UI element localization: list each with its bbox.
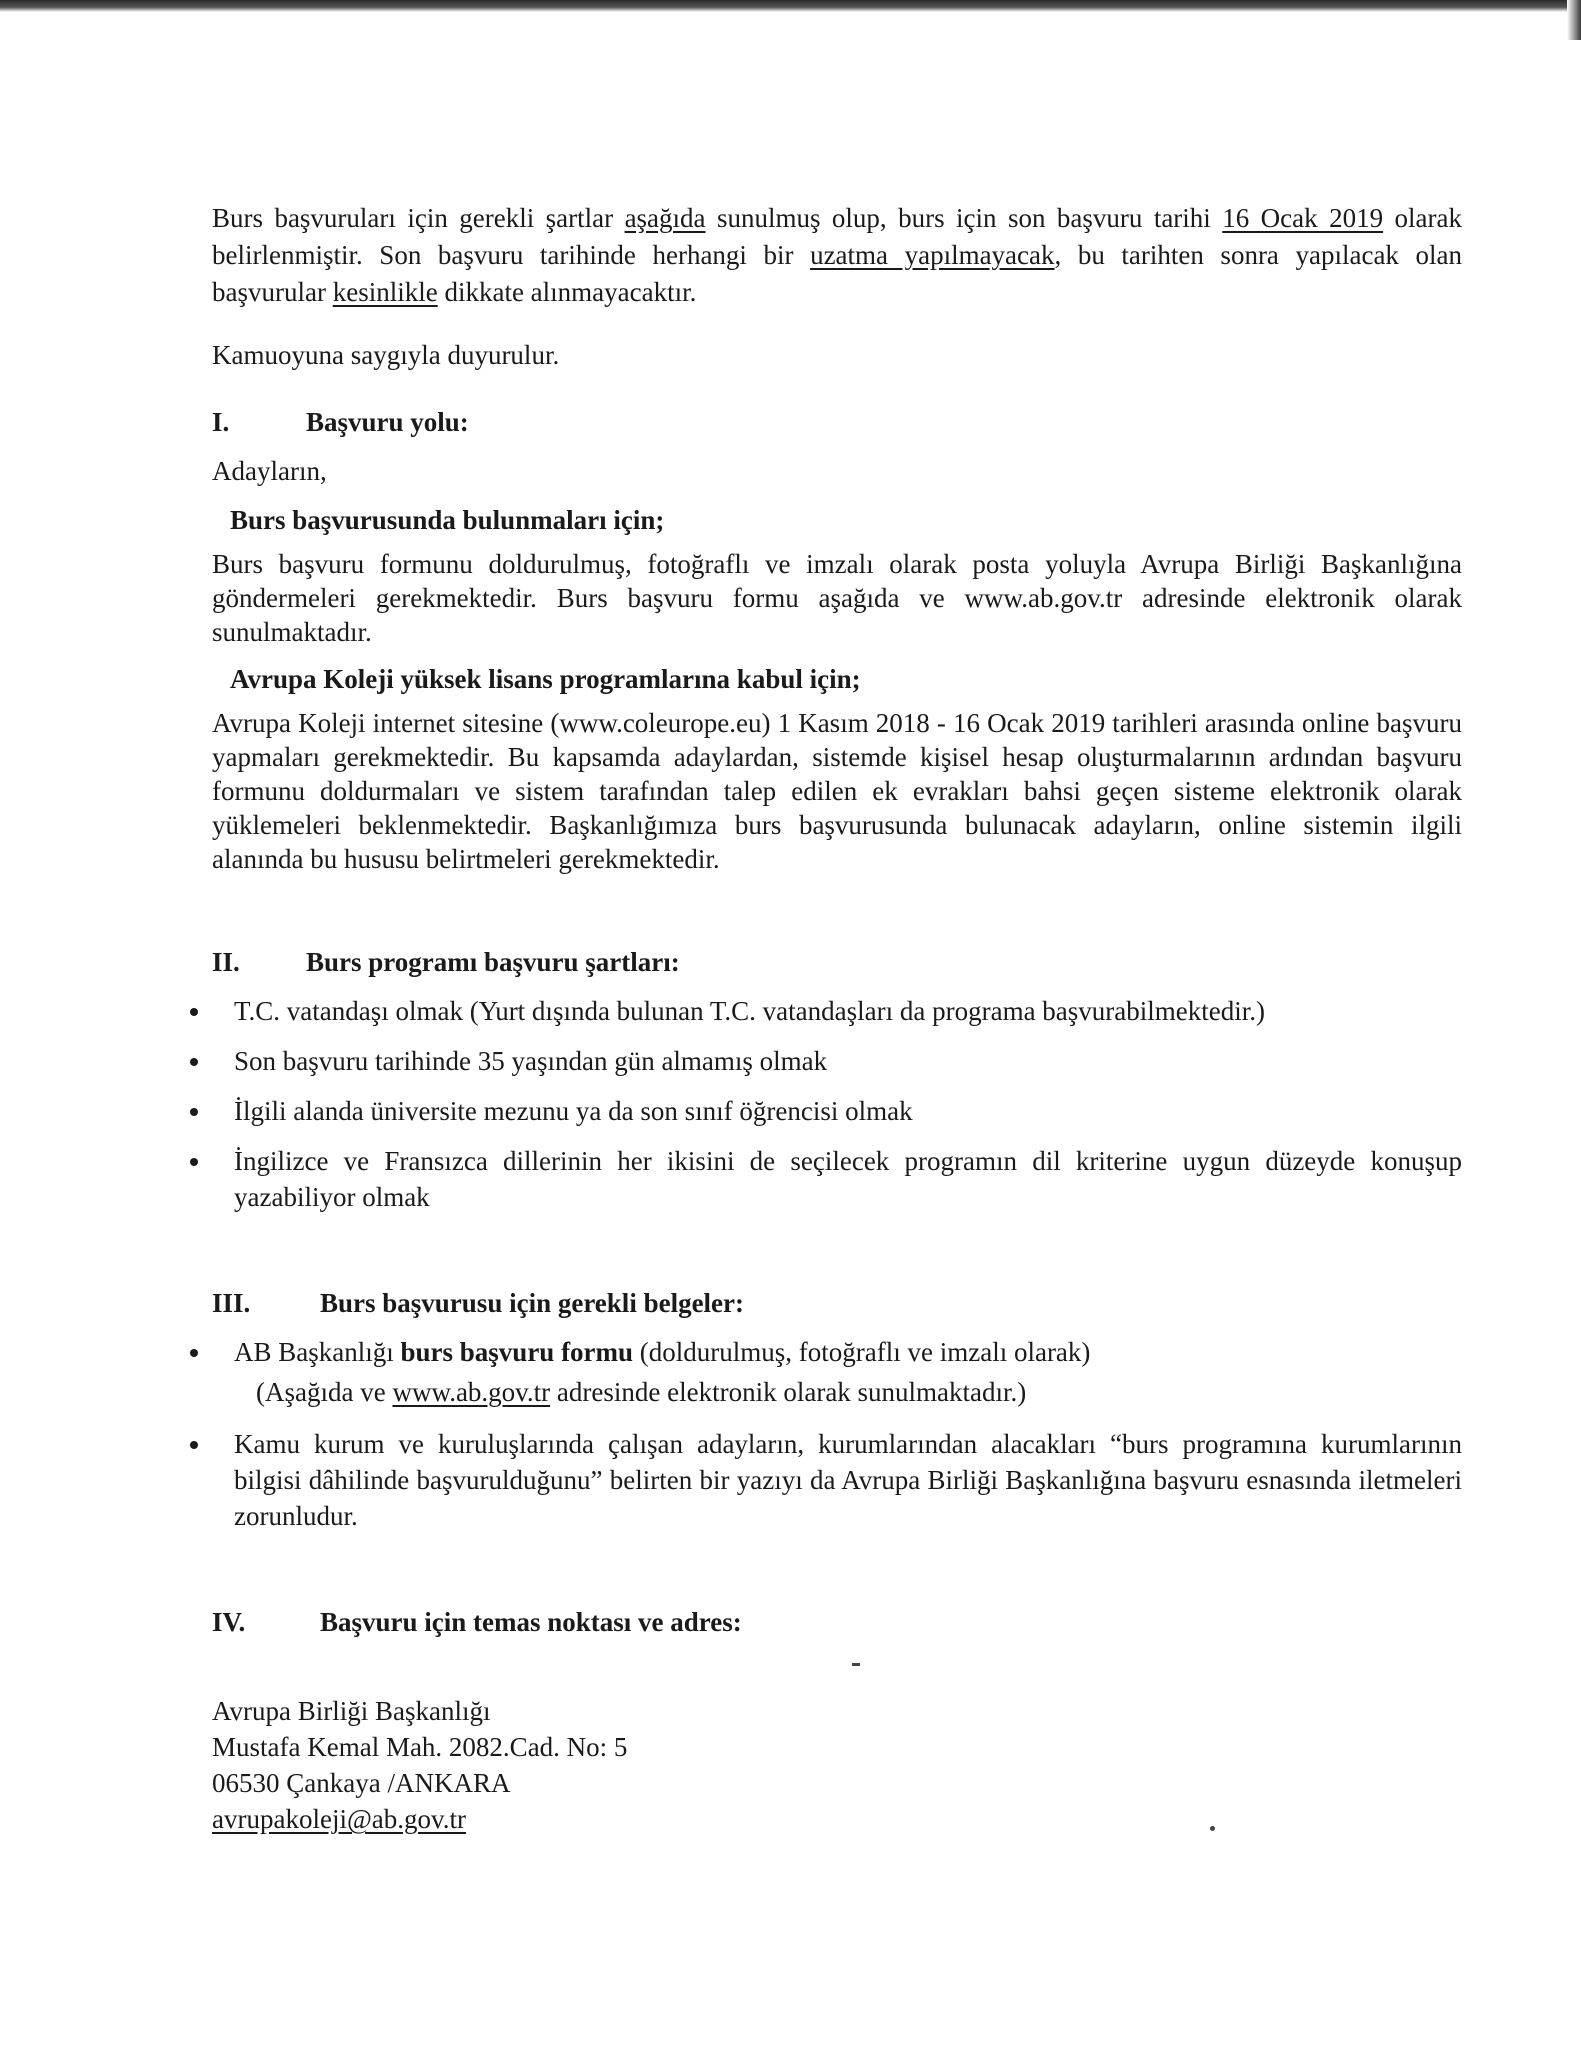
document-page (212, 200, 1462, 1837)
list-item (212, 993, 1462, 1029)
section-heading-2 (212, 944, 1462, 981)
section-number: I. (212, 407, 230, 437)
address-city: 06530 Çankaya /ANKARA (212, 1768, 511, 1798)
bullet-icon (190, 1441, 198, 1449)
intro-text: dikkate alınmayacaktır. (437, 277, 697, 307)
list-item-text: Kamu kurum ve kuruluşlarında çalışan adayların, kurumlarından alacakları “burs programına kurumlarının bilgisi dâhilinde başvurulduğunu” belirten bir yazıyı da Avrupa Birliği Başkanlığına başvuru esnasında iletmeleri zorunludur. (234, 1429, 1462, 1531)
list-item-bold-text: burs başvuru formu (400, 1337, 634, 1367)
section-number: III. (212, 1288, 251, 1318)
list-item-text: İngilizce ve Fransızca dillerinin her ikisini de seçilecek programın dil kriterine uygun düzeyde konuşup yazabiliyor olmak (234, 1146, 1462, 1212)
section-heading-1 (212, 404, 1462, 441)
paragraph-college: Avrupa Koleji internet sitesine (www.coleurope.eu) 1 Kasım 2018 - 16 Ocak 2019 tarihleri arasında online başvuru yapmaları gerekmektedir. Bu kapsamda adaylardan, sistemde kişisel hesap oluşturmalarının ardından başvuru formunu doldurmaları ve sistem tarafından talep edilen ek evrakları bahsi geçen sisteme elektronik olarak yüklemeleri beklenmektedir. Başkanlığımıza burs başvurusunda bulunacak adayların, online sistemin ilgili alanında bu hususu belirtmeleri gerekmektedir. (212, 708, 1462, 874)
section-heading-3 (212, 1285, 1462, 1322)
bullet-icon (190, 1349, 198, 1357)
address-org: Avrupa Birliği Başkanlığı (212, 1696, 491, 1726)
list-item (212, 1334, 1462, 1410)
scan-speck (852, 1663, 860, 1666)
bullet-icon (190, 1158, 198, 1166)
note-text: adresinde elektronik olarak sunulmaktadır.) (550, 1377, 1027, 1407)
intro-text: sunulmuş olup, burs için son başvuru tarihi (705, 203, 1223, 233)
scan-corner-shadow (1567, 0, 1581, 40)
intro-text: olarak belirlenmiştir. Son başvuru tarihinde herhangi bir (212, 203, 1462, 270)
paragraph-scholarship: Burs başvuru formunu doldurulmuş, fotoğraflı ve imzalı olarak posta yoluyla Avrupa Birliği Başkanlığına göndermeleri gerekmektedir. Burs başvuru formu aşağıda ve www.ab.gov.tr adresinde elektronik olarak sunulmaktadır. (212, 549, 1462, 647)
email-link[interactable]: avrupakoleji@ab.gov.tr (212, 1804, 467, 1834)
section-title: Burs başvurusu için gerekli belgeler: (320, 1288, 745, 1318)
list-item-text: AB Başkanlığı (234, 1337, 401, 1367)
intro-deadline-date: 16 Ocak 2019 (1222, 203, 1384, 233)
intro-text: , bu tarihten sonra yapılacak olan başvurular (212, 240, 1462, 307)
subheading-scholarship: Burs başvurusunda bulunmaları için; (230, 505, 665, 535)
intro-underline-below: aşağıda (624, 203, 706, 233)
documents-list (212, 1334, 1462, 1534)
note-text: (Aşağıda ve (256, 1377, 393, 1407)
list-item-text: Son başvuru tarihinde 35 yaşından gün almamış olmak (234, 1046, 828, 1076)
closing-line: Kamuoyuna saygıyla duyurulur. (212, 340, 560, 370)
scan-speck (1210, 1826, 1215, 1831)
scan-top-edge (0, 0, 1581, 12)
intro-text: Burs başvuruları için gerekli şartlar (212, 203, 625, 233)
list-item-text: (doldurulmuş, fotoğraflı ve imzalı olarak) (633, 1337, 1091, 1367)
intro-no-extension: uzatma yapılmayacak (810, 240, 1055, 270)
list-item (212, 1426, 1462, 1534)
spacer (212, 1548, 1462, 1604)
website-link[interactable]: www.ab.gov.tr (392, 1377, 551, 1407)
section-number: IV. (212, 1607, 246, 1637)
greeting: Adayların, (212, 456, 327, 486)
section-number: II. (212, 947, 240, 977)
requirements-list (212, 993, 1462, 1215)
bullet-icon (190, 1058, 198, 1066)
subheading-college: Avrupa Koleji yüksek lisans programlarına kabul için; (230, 664, 861, 694)
intro-paragraph (212, 200, 1462, 311)
spacer (212, 1229, 1462, 1285)
list-item-text: T.C. vatandaşı olmak (Yurt dışında bulunan T.C. vatandaşları da programa başvurabilmektedir.) (234, 996, 1265, 1026)
bullet-icon (190, 1008, 198, 1016)
section-heading-4 (212, 1604, 1462, 1641)
section-title: Başvuru yolu: (306, 407, 469, 437)
bullet-icon (190, 1108, 198, 1116)
contact-address (212, 1693, 1462, 1837)
list-item (212, 1143, 1462, 1215)
list-item (212, 1093, 1462, 1129)
section-title: Başvuru için temas noktası ve adres: (320, 1607, 742, 1637)
intro-definitely: kesinlikle (332, 277, 438, 307)
address-street: Mustafa Kemal Mah. 2082.Cad. No: 5 (212, 1732, 628, 1762)
list-item-text: İlgili alanda üniversite mezunu ya da son sınıf öğrencisi olmak (234, 1096, 913, 1126)
spacer (212, 888, 1462, 944)
list-item (212, 1043, 1462, 1079)
form-note (234, 1374, 1462, 1410)
spacer (212, 1653, 1462, 1693)
section-title: Burs programı başvuru şartları: (306, 947, 680, 977)
